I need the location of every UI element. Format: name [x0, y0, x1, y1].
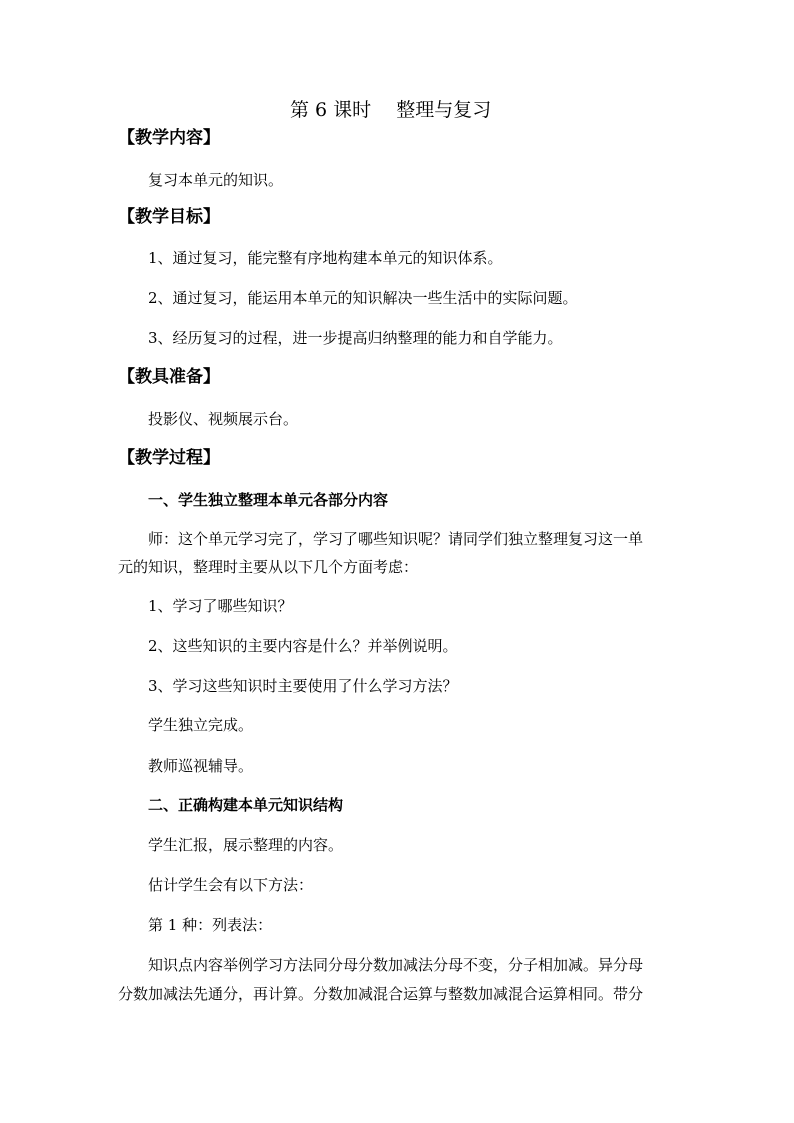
lesson-title: 第 6 课时 整理与复习 [290, 99, 492, 121]
paragraph-7-line-1: 知识点内容举例学习方法同分母分数加减法分母不变，分子相加减。异分母 [148, 956, 644, 974]
goal-1: 1、通过复习，能完整有序地构建本单元的知识体系。 [148, 249, 503, 267]
paragraph-1-line-2: 元的知识，整理时主要从以下几个方面考虑： [118, 558, 419, 576]
goal-3: 3、经历复习的过程，进一步提高归纳整理的能力和自学能力。 [148, 329, 563, 347]
paragraph-4: 学生汇报，展示整理的内容。 [148, 836, 344, 854]
paragraph-3: 教师巡视辅导。 [148, 757, 254, 775]
question-3: 3、学习这些知识时主要使用了什么学习方法？ [148, 677, 458, 695]
question-1: 1、学习了哪些知识？ [148, 597, 293, 615]
paragraph-7-line-2: 分数加减法先通分，再计算。分数加减混合运算与整数加减混合运算相同。带分 [118, 985, 644, 1003]
teaching-tools-text: 投影仪、视频展示台。 [148, 410, 299, 428]
heading-teaching-process: 【教学过程】 [118, 448, 220, 468]
paragraph-5: 估计学生会有以下方法： [148, 876, 314, 894]
section-1-title: 一、学生独立整理本单元各部分内容 [148, 491, 389, 509]
paragraph-1-line-1: 师：这个单元学习完了，学习了哪些知识呢？请同学们独立整理复习这一单 [148, 530, 644, 548]
heading-teaching-tools: 【教具准备】 [118, 367, 220, 387]
heading-teaching-goals: 【教学目标】 [118, 207, 220, 227]
paragraph-2: 学生独立完成。 [148, 716, 254, 734]
heading-teaching-content: 【教学内容】 [118, 128, 220, 148]
paragraph-6: 第 1 种：列表法： [148, 916, 273, 934]
section-2-title: 二、正确构建本单元知识结构 [148, 796, 344, 814]
goal-2: 2、通过复习，能运用本单元的知识解决一些生活中的实际问题。 [148, 289, 578, 307]
teaching-content-text: 复习本单元的知识。 [148, 171, 284, 189]
question-2: 2、这些知识的主要内容是什么？并举例说明。 [148, 637, 458, 655]
